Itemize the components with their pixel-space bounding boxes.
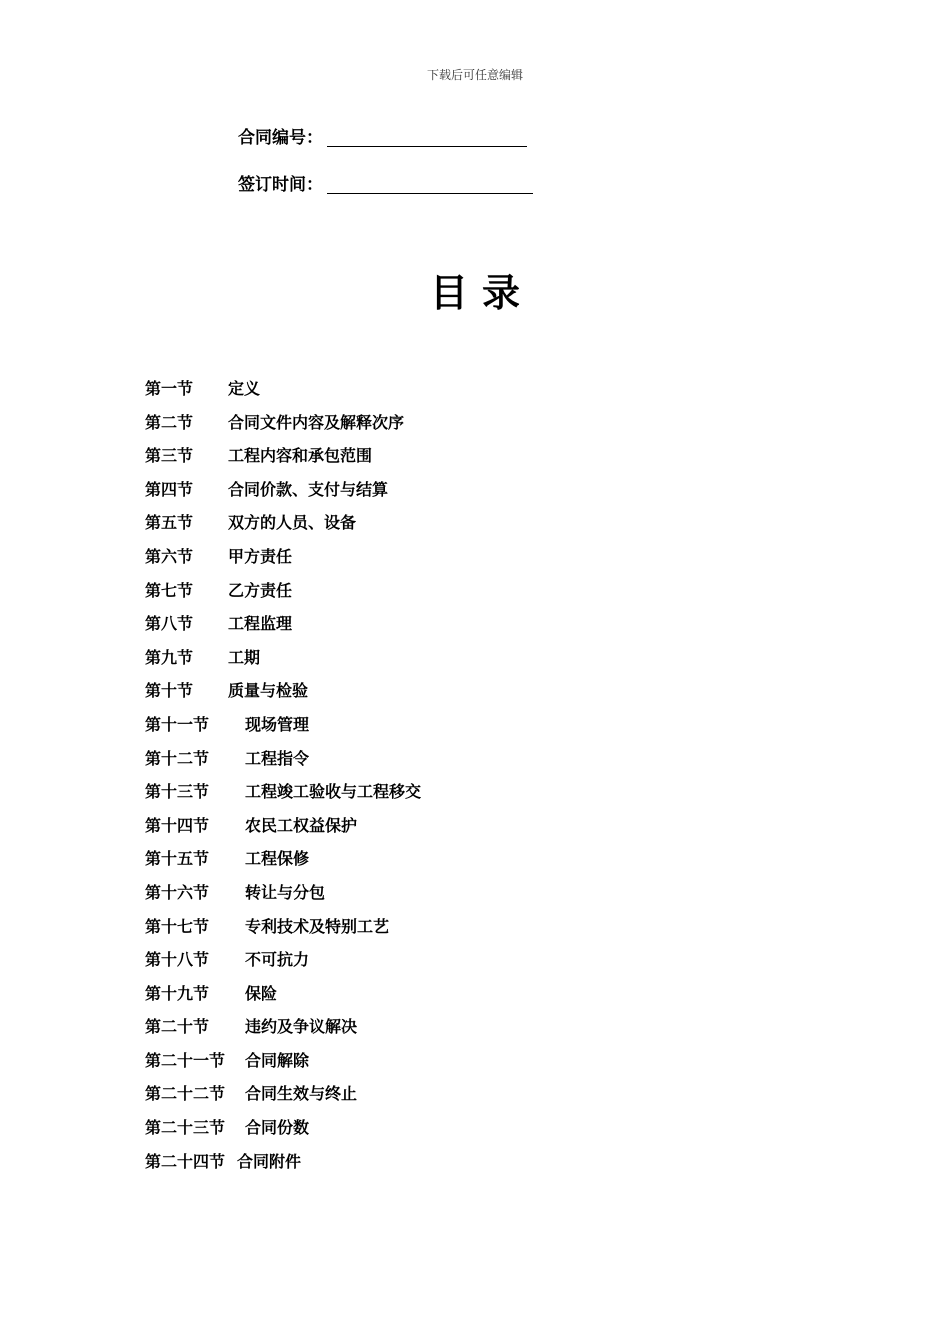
toc-entry-title: 保险 bbox=[245, 983, 278, 1003]
contract-number-label: 合同编号： bbox=[238, 128, 323, 148]
toc-entry-title: 双方的人员、设备 bbox=[228, 513, 357, 533]
toc-entry-title: 不可抗力 bbox=[245, 950, 310, 970]
sign-date-blank bbox=[327, 173, 533, 194]
toc-section: 第十七节 bbox=[145, 916, 210, 936]
toc-entry-title: 合同份数 bbox=[245, 1118, 310, 1138]
header-note: 下载后可任意编辑 bbox=[426, 68, 523, 82]
toc-entry-title: 合同生效与终止 bbox=[245, 1084, 358, 1104]
toc-entry-title: 农民工权益保护 bbox=[245, 815, 358, 835]
toc-entry-title: 合同附件 bbox=[237, 1151, 302, 1171]
toc-section: 第三节 bbox=[145, 446, 194, 466]
toc-entry-title: 工程内容和承包范围 bbox=[228, 446, 373, 466]
toc-entry-title: 工程监理 bbox=[228, 614, 293, 634]
toc-entry-title: 合同文件内容及解释次序 bbox=[228, 412, 405, 432]
toc-entry-title: 乙方责任 bbox=[228, 580, 293, 600]
toc-section: 第二十一节 bbox=[145, 1050, 226, 1070]
toc-section: 第二十三节 bbox=[145, 1118, 226, 1138]
toc-section: 第二十二节 bbox=[145, 1084, 226, 1104]
toc-entry-title: 现场管理 bbox=[245, 714, 310, 734]
contract-number-blank bbox=[327, 126, 527, 147]
sign-date-field bbox=[238, 171, 533, 197]
toc-entry-title: 专利技术及特别工艺 bbox=[245, 916, 390, 936]
toc-section: 第十节 bbox=[145, 681, 194, 701]
toc-section: 第十八节 bbox=[145, 950, 210, 970]
contract-number-field bbox=[238, 124, 527, 150]
toc-section: 第十九节 bbox=[145, 983, 210, 1003]
toc-section: 第八节 bbox=[145, 614, 194, 634]
toc-section: 第九节 bbox=[145, 647, 194, 667]
toc-entry-title: 转让与分包 bbox=[245, 882, 326, 902]
toc-section: 第十五节 bbox=[145, 849, 210, 869]
sign-date-label: 签订时间： bbox=[238, 175, 323, 195]
toc-entry-title: 工期 bbox=[228, 647, 261, 667]
toc-entry-title: 工程保修 bbox=[245, 849, 310, 869]
toc-title: 目录 bbox=[429, 271, 534, 315]
toc-entry-title: 工程指令 bbox=[245, 748, 310, 768]
toc-section: 第十二节 bbox=[145, 748, 210, 768]
toc-section: 第七节 bbox=[145, 580, 194, 600]
toc-entry-title: 定义 bbox=[228, 379, 261, 398]
toc-section: 第四节 bbox=[145, 479, 194, 499]
toc-entry-title: 甲方责任 bbox=[228, 546, 293, 566]
toc-section: 第十四节 bbox=[145, 815, 210, 835]
toc-section: 第二十四节 bbox=[145, 1151, 226, 1171]
toc-entry-title: 违约及争议解决 bbox=[245, 1017, 358, 1037]
toc-entry-title: 质量与检验 bbox=[228, 681, 309, 701]
toc-section: 第一节 bbox=[145, 379, 194, 398]
toc-section: 第五节 bbox=[145, 513, 194, 533]
toc-section: 第十六节 bbox=[145, 882, 210, 902]
toc-entry-title: 合同解除 bbox=[245, 1050, 310, 1070]
toc-section: 第六节 bbox=[145, 546, 194, 566]
toc-entry-title: 合同价款、支付与结算 bbox=[228, 479, 389, 499]
toc-entry-title: 工程竣工验收与工程移交 bbox=[245, 782, 422, 802]
toc-section: 第十一节 bbox=[145, 714, 210, 734]
toc-section: 第十三节 bbox=[145, 782, 210, 802]
toc-section: 第二节 bbox=[145, 412, 194, 432]
toc-section: 第二十节 bbox=[145, 1017, 210, 1037]
